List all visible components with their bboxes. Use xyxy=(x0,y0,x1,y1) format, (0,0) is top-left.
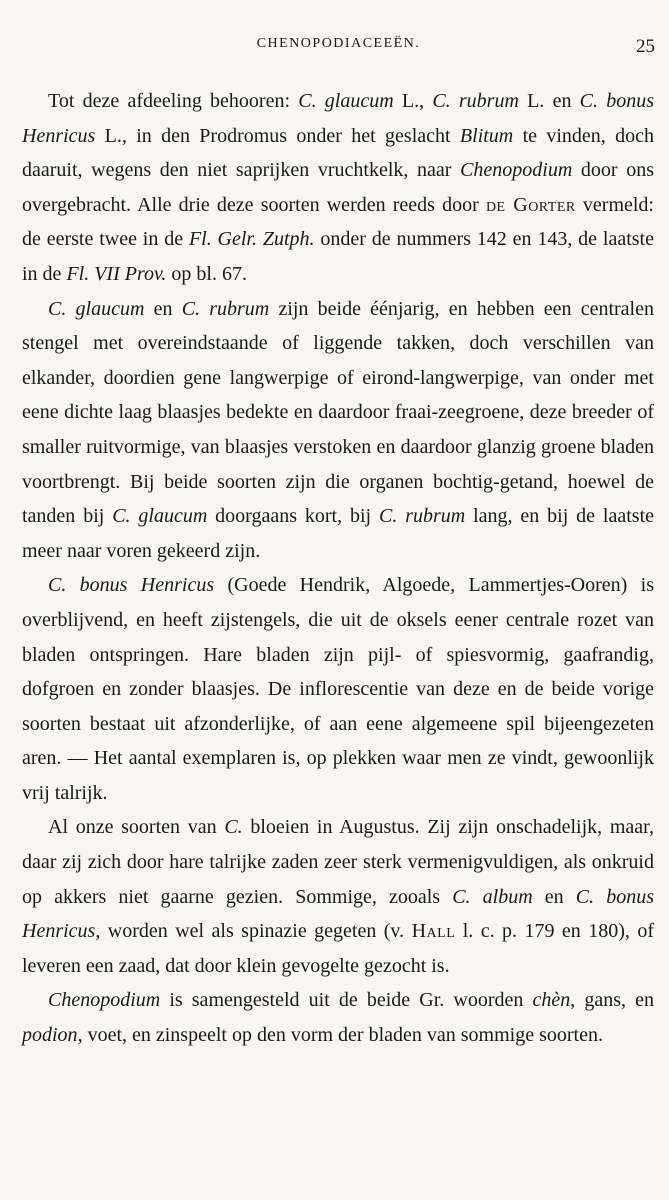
text-run: L. en xyxy=(518,90,580,112)
italic-term: C. rubrum xyxy=(181,297,270,320)
text-run: l. c. p. 179 en 180), of leveren een zaad, dat door klein gevogelte gezocht is. xyxy=(22,920,654,977)
italic-term: C. bonus Henricus xyxy=(22,90,655,147)
running-title: CHENOPODIACEEËN. xyxy=(256,36,421,51)
italic-term: podion xyxy=(22,1024,78,1047)
running-head xyxy=(22,36,655,60)
paragraph-3 xyxy=(22,568,654,810)
text-run: lang, en bij de laatste meer naar voren gekeerd zijn. xyxy=(22,505,654,562)
text-run: en xyxy=(532,885,576,908)
text-run: L., in den Prodromus onder het geslacht xyxy=(95,124,460,147)
italic-term: C. rubrum xyxy=(378,505,466,528)
text-run: zijn beide éénjarig, en hebben een centralen stengel met overeindstaande of liggende takken, doch verschillen van elkander, doordien gene langwerpige of eirond-langwerpige, van onder met eene dichte laag blaasjes bedekte en daardoor fraai-zeegroene, deze breeder of smaller ruitvormige, van blaasjes verstoken en daardoor glanzig groene bladen voortbrengt. Bij beide soorten zijn die organen bochtig-getand, hoewel de tanden bij xyxy=(22,297,654,528)
italic-term: Fl. Gelr. Zutph. xyxy=(188,228,315,251)
text-run: Al onze soorten van xyxy=(48,816,225,839)
paragraph-1 xyxy=(22,84,654,292)
paragraph-5 xyxy=(22,983,654,1052)
italic-term: C. bonus Henricus xyxy=(22,885,654,943)
text-run: L., xyxy=(393,90,433,112)
italic-term: Fl. VII Prov. xyxy=(66,262,167,285)
italic-term: C. glaucum xyxy=(112,505,208,528)
italic-term: chèn xyxy=(532,989,571,1012)
text-run: bloeien in Augustus. Zij zijn onschadelijk, maar, daar zij zich door hare talrijke zaden zeer sterk vermenigvuldigen, als onkruid op akkers niet gaarne gezien. Sommige, zooals xyxy=(22,816,654,908)
text-run: op bl. 67. xyxy=(166,262,247,285)
paragraph-4 xyxy=(22,810,654,983)
text-run: , gans, en xyxy=(570,989,654,1012)
text-run: (Goede Hendrik, Algoede, Lammertjes-Ooren) is overblijvend, en heeft zijstengels, die uit de oksels eener centrale rozet van bladen ontspringen. Hare bladen zijn pijl- of spiesvormig, gaafrandig, dofgroen en zonder blaasjes. De inflorescentie van deze en de beide vorige soorten bestaat uit afzonderlijke, of aan eene algemeene spil bijeengezeten aren. — Het aantal exemplaren is, op plekken waar men ze vindt, gewoonlijk vrij talrijk. xyxy=(22,574,655,804)
italic-term: Blitum xyxy=(459,124,514,147)
author-name: de Gorter xyxy=(485,193,576,216)
text-run: door ons overgebracht. Alle drie deze soorten werden reeds door xyxy=(22,159,654,216)
italic-term: C. glaucum xyxy=(48,297,145,320)
page-number: 25 xyxy=(636,36,655,57)
italic-term: C. album xyxy=(452,885,533,908)
text-run: is samengesteld uit de beide Gr. woorden xyxy=(160,989,533,1012)
body-text xyxy=(22,84,654,1053)
italic-term: C. rubrum xyxy=(432,90,519,112)
italic-term: Chenopodium xyxy=(48,989,161,1012)
text-run: vermeld: de eerste twee in de xyxy=(22,193,654,251)
text-run: en xyxy=(144,297,182,320)
text-run: Tot deze afdeeling behooren: xyxy=(48,90,299,112)
italic-term: C. bonus Henricus xyxy=(48,574,215,597)
text-run: doorgaans kort, bij xyxy=(207,505,379,528)
text-run: te vinden, doch daaruit, wegens den niet saprijken vruchtkelk, naar xyxy=(22,124,655,182)
text-run: onder de nummers 142 en 143, de laatste in de xyxy=(22,228,654,285)
paragraph-2 xyxy=(22,292,654,569)
author-name: Hall xyxy=(411,920,456,943)
text-run: , worden wel als spinazie gegeten (v. xyxy=(95,920,412,943)
italic-term: Chenopodium xyxy=(460,159,573,182)
italic-term: C. xyxy=(224,816,243,839)
text-run: , voet, en zinspeelt op den vorm der bladen van sommige soorten. xyxy=(77,1024,603,1047)
italic-term: C. glaucum xyxy=(298,90,394,112)
